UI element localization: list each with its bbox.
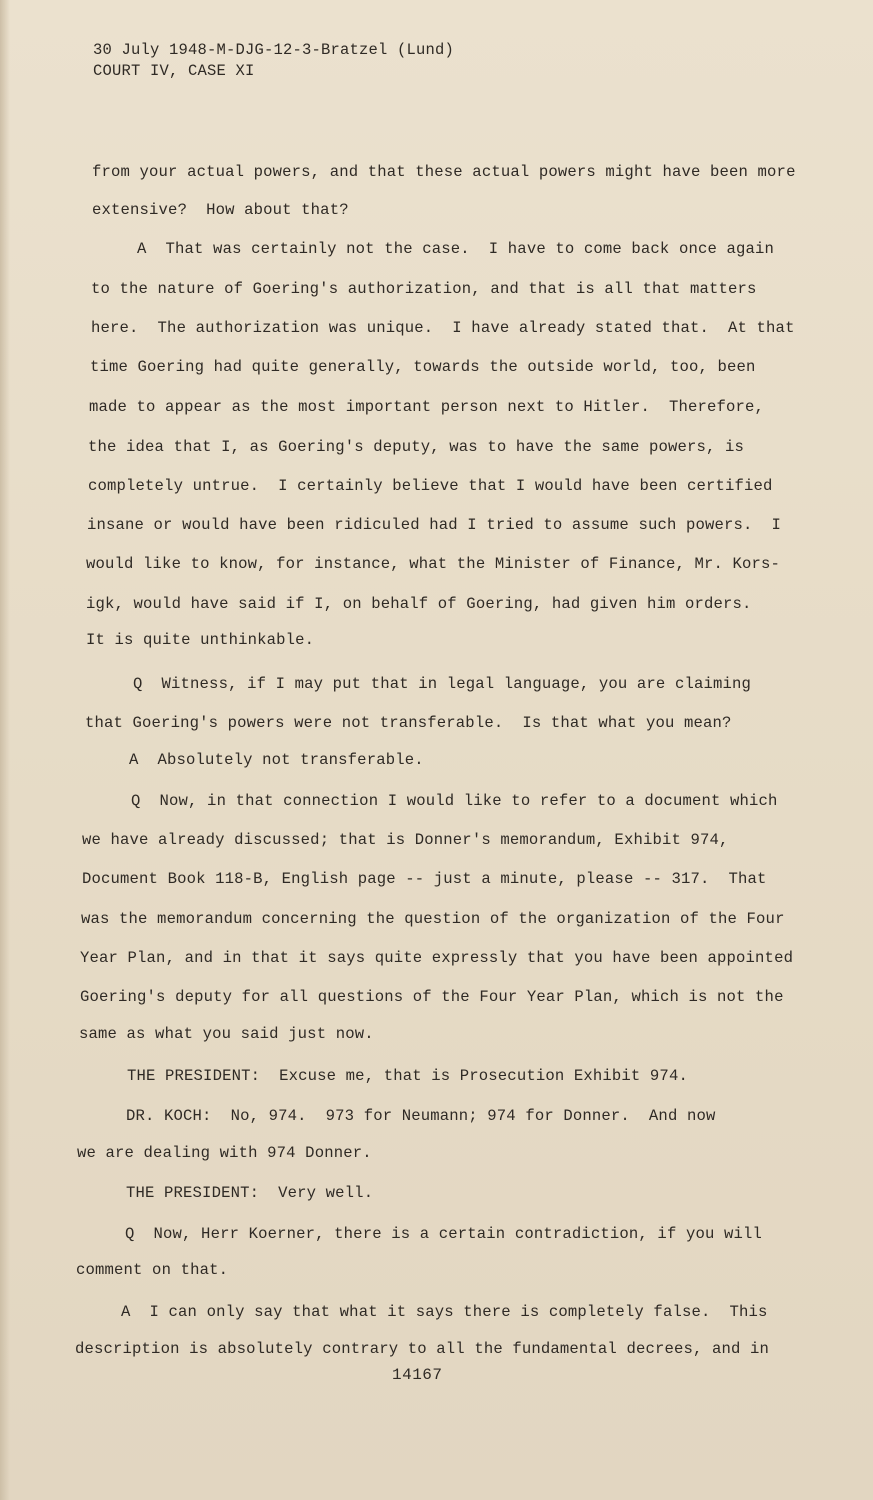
text-line: extensive? How about that?	[92, 201, 349, 219]
header-date-line: 30 July 1948-M-DJG-12-3-Bratzel (Lund)	[93, 41, 455, 59]
text-line: was the memorandum concerning the question of the organization of the Four	[81, 910, 785, 928]
text-line: THE PRESIDENT: Very well.	[126, 1184, 374, 1202]
text-line: description is absolutely contrary to all the fundamental decrees, and in	[75, 1340, 770, 1358]
text-line: time Goering had quite generally, towards the outside world, too, been	[90, 358, 756, 376]
text-line: Q Now, Herr Koerner, there is a certain contradiction, if you will	[125, 1225, 763, 1243]
header-case-line: COURT IV, CASE XI	[93, 62, 255, 80]
text-line: A I can only say that what it says there is completely false. This	[121, 1303, 768, 1321]
text-line: Year Plan, and in that it says quite expressly that you have been appointed	[80, 949, 794, 967]
text-line: It is quite unthinkable.	[86, 631, 315, 649]
text-line: the idea that I, as Goering's deputy, was to have the same powers, is	[88, 438, 745, 456]
text-line: THE PRESIDENT: Excuse me, that is Prosecution Exhibit 974.	[127, 1067, 688, 1085]
page-number: 14167	[392, 1366, 443, 1384]
text-line: Q Now, in that connection I would like to refer to a document which	[131, 792, 778, 810]
text-line: Goering's deputy for all questions of the Four Year Plan, which is not the	[80, 988, 784, 1006]
text-line: igk, would have said if I, on behalf of Goering, had given him orders.	[86, 595, 752, 613]
text-line: made to appear as the most important person next to Hitler. Therefore,	[89, 398, 765, 416]
text-line: A That was certainly not the case. I have to come back once again	[137, 240, 775, 258]
text-line: A Absolutely not transferable.	[129, 751, 424, 769]
text-line: here. The authorization was unique. I have already stated that. At that	[91, 319, 795, 337]
text-line: DR. KOCH: No, 974. 973 for Neumann; 974 for Donner. And now	[126, 1107, 716, 1125]
text-line: comment on that.	[76, 1261, 229, 1279]
text-line: Q Witness, if I may put that in legal language, you are claiming	[133, 675, 752, 693]
text-line: would like to know, for instance, what the Minister of Finance, Mr. Kors-	[86, 555, 781, 573]
text-line: that Goering's powers were not transferable. Is that what you mean?	[85, 714, 732, 732]
text-line: we have already discussed; that is Donner's memorandum, Exhibit 974,	[82, 831, 729, 849]
text-line: to the nature of Goering's authorization, and that is all that matters	[91, 280, 757, 298]
text-line: same as what you said just now.	[79, 1025, 374, 1043]
text-line: Document Book 118-B, English page -- just a minute, please -- 317. That	[82, 870, 767, 888]
text-line: completely untrue. I certainly believe that I would have been certified	[88, 477, 773, 495]
text-line: we are dealing with 974 Donner.	[77, 1144, 372, 1162]
text-line: insane or would have been ridiculed had I tried to assume such powers. I	[87, 516, 782, 534]
text-line: from your actual powers, and that these actual powers might have been more	[92, 163, 796, 181]
